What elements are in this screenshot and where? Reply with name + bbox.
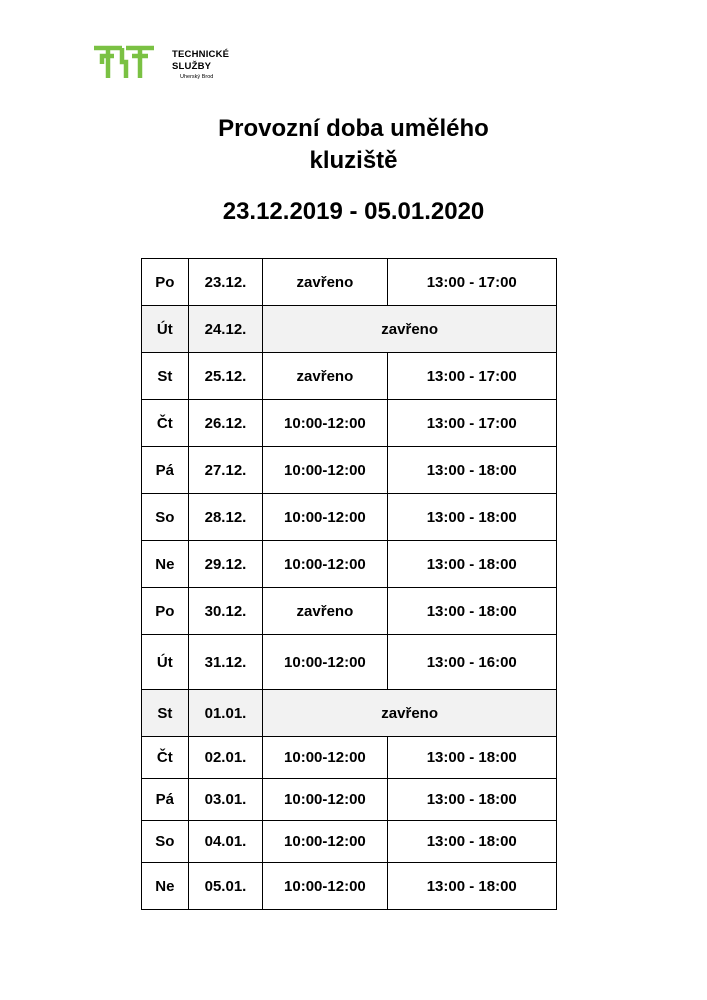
afternoon-hours-cell: 13:00 - 18:00 xyxy=(387,494,557,541)
afternoon-hours-cell: 13:00 - 18:00 xyxy=(387,863,557,910)
date-cell: 31.12. xyxy=(188,635,263,690)
afternoon-hours-cell: 13:00 - 18:00 xyxy=(387,779,557,821)
schedule-table xyxy=(141,258,557,910)
date-cell: 25.12. xyxy=(188,353,263,400)
day-cell: Ne xyxy=(142,863,189,910)
afternoon-hours-cell: 13:00 - 18:00 xyxy=(387,737,557,779)
table-row xyxy=(142,259,557,306)
table-row xyxy=(142,737,557,779)
morning-hours-cell: 10:00-12:00 xyxy=(263,541,387,588)
date-cell: 26.12. xyxy=(188,400,263,447)
date-cell: 28.12. xyxy=(188,494,263,541)
closed-cell: zavřeno xyxy=(263,306,557,353)
afternoon-hours-cell: 13:00 - 17:00 xyxy=(387,400,557,447)
afternoon-hours-cell: 13:00 - 18:00 xyxy=(387,588,557,635)
afternoon-hours-cell: 13:00 - 17:00 xyxy=(387,259,557,306)
date-cell: 24.12. xyxy=(188,306,263,353)
title-line-1: Provozní doba umělého xyxy=(218,115,489,142)
date-cell: 29.12. xyxy=(188,541,263,588)
day-cell: Út xyxy=(142,635,189,690)
day-cell: Čt xyxy=(142,737,189,779)
morning-hours-cell: 10:00-12:00 xyxy=(263,863,387,910)
day-cell: Pá xyxy=(142,779,189,821)
ts-logo-icon xyxy=(92,44,156,80)
morning-hours-cell: 10:00-12:00 xyxy=(263,821,387,863)
morning-hours-cell: 10:00-12:00 xyxy=(263,635,387,690)
day-cell: Po xyxy=(142,259,189,306)
title-line-2: kluziště xyxy=(309,147,398,174)
schedule-table-body xyxy=(142,259,557,910)
date-cell: 01.01. xyxy=(188,690,263,737)
table-row xyxy=(142,821,557,863)
table-row xyxy=(142,635,557,690)
date-cell: 23.12. xyxy=(188,259,263,306)
date-cell: 02.01. xyxy=(188,737,263,779)
day-cell: St xyxy=(142,690,189,737)
date-range: 23.12.2019 - 05.01.2020 xyxy=(222,198,485,225)
morning-hours-cell: 10:00-12:00 xyxy=(263,737,387,779)
morning-hours-cell: zavřeno xyxy=(263,353,387,400)
day-cell: So xyxy=(142,821,189,863)
table-row xyxy=(142,690,557,737)
afternoon-hours-cell: 13:00 - 18:00 xyxy=(387,541,557,588)
day-cell: St xyxy=(142,353,189,400)
logo-line-2: SLUŽBY xyxy=(172,61,212,72)
table-row xyxy=(142,447,557,494)
logo-text xyxy=(164,49,229,81)
morning-hours-cell: 10:00-12:00 xyxy=(263,447,387,494)
morning-hours-cell: zavřeno xyxy=(263,259,387,306)
date-cell: 03.01. xyxy=(188,779,263,821)
day-cell: Po xyxy=(142,588,189,635)
table-row xyxy=(142,863,557,910)
morning-hours-cell: 10:00-12:00 xyxy=(263,400,387,447)
afternoon-hours-cell: 13:00 - 16:00 xyxy=(387,635,557,690)
table-row xyxy=(142,588,557,635)
day-cell: Pá xyxy=(142,447,189,494)
logo-line-1: TECHNICKÉ xyxy=(172,49,230,60)
table-row xyxy=(142,779,557,821)
date-cell: 30.12. xyxy=(188,588,263,635)
afternoon-hours-cell: 13:00 - 18:00 xyxy=(387,821,557,863)
logo-line-3: Uherský Brod xyxy=(180,74,214,80)
closed-cell: zavřeno xyxy=(263,690,557,737)
day-cell: Út xyxy=(142,306,189,353)
day-cell: Ne xyxy=(142,541,189,588)
afternoon-hours-cell: 13:00 - 18:00 xyxy=(387,447,557,494)
table-row xyxy=(142,541,557,588)
morning-hours-cell: 10:00-12:00 xyxy=(263,779,387,821)
date-cell: 05.01. xyxy=(188,863,263,910)
page-title xyxy=(0,113,707,177)
date-cell: 27.12. xyxy=(188,447,263,494)
table-row xyxy=(142,400,557,447)
table-row xyxy=(142,353,557,400)
table-row xyxy=(142,306,557,353)
afternoon-hours-cell: 13:00 - 17:00 xyxy=(387,353,557,400)
morning-hours-cell: zavřeno xyxy=(263,588,387,635)
company-logo xyxy=(92,44,252,80)
date-cell: 04.01. xyxy=(188,821,263,863)
morning-hours-cell: 10:00-12:00 xyxy=(263,494,387,541)
table-row xyxy=(142,494,557,541)
day-cell: So xyxy=(142,494,189,541)
day-cell: Čt xyxy=(142,400,189,447)
